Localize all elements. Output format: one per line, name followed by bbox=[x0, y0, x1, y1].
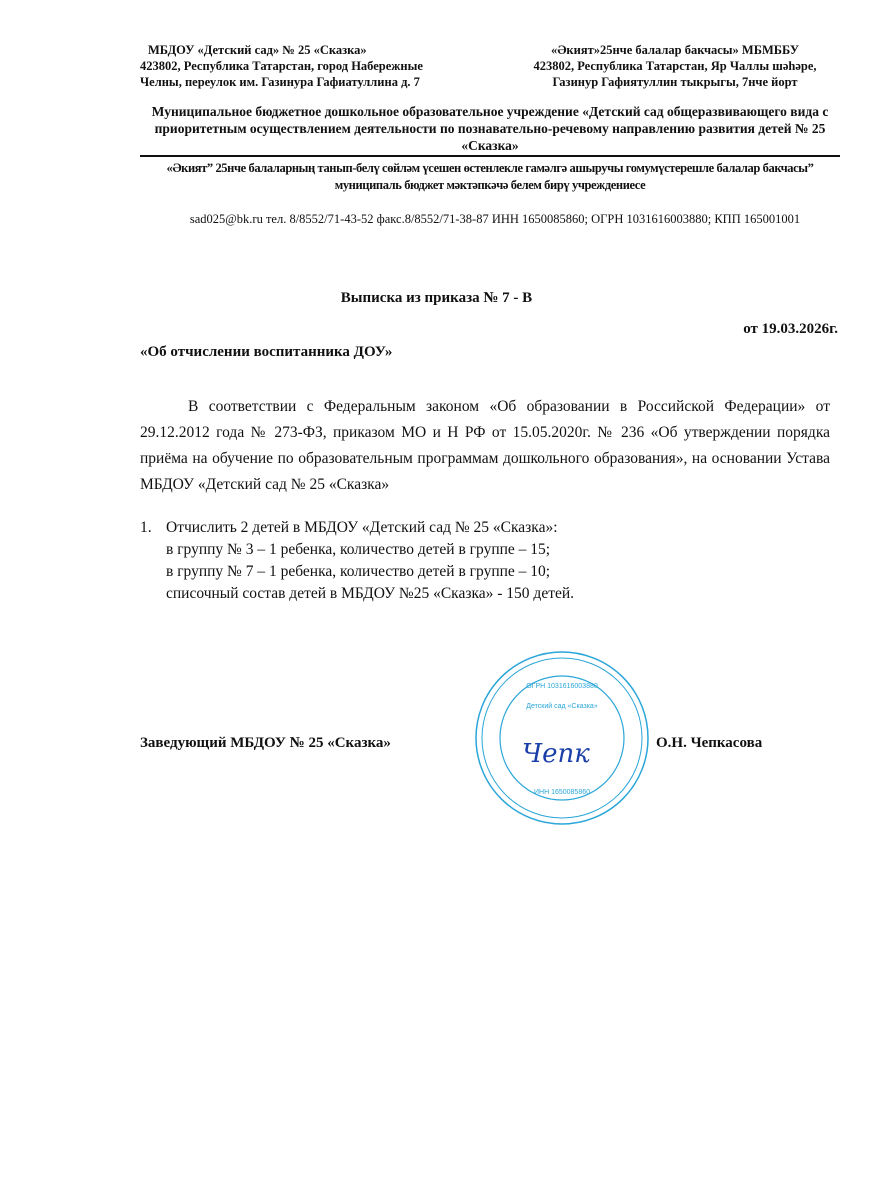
signatory-name: О.Н. Чепкасова bbox=[656, 735, 763, 751]
preamble: В соответствии с Федеральным законом «Об образовании в Российской Федерации» от 29.12.2012 года № 273-ФЗ, приказом МО и Н РФ от 15.05.2020г. № 236 «Об утверждении порядка приёма на обучение по образовательным программам дошкольного образования», на основании Устава МБДОУ «Детский сад № 25 «Сказка» bbox=[140, 398, 830, 493]
contacts: sad025@bk.ru тел. 8/8552/71-43-52 факс.8/8552/71-38-87 ИНН 1650085860; ОГРН 1031616003880; КПП 165001001 bbox=[189, 212, 801, 226]
stamp-center-text: Детский сад «Сказка» bbox=[526, 703, 598, 710]
item-line: в группу № 3 – 1 ребенка, количество детей в группе – 15; bbox=[166, 541, 551, 558]
item-line: списочный состав детей в МБДОУ №25 «Сказка» - 150 детей. bbox=[166, 585, 575, 602]
org-tatar-name: «Әкият” 25нче балаларның танып-белү сөйләм үсешен өстенлекле гамәлгә ашыручы гомумүстерешле балалар бакчасы” муниципаль бюджет мәктәпкәчә белем бирү учреждениесе bbox=[166, 161, 814, 192]
official-stamp bbox=[472, 648, 652, 828]
header-right-line: 423802, Республика Татарстан, Яр Чаллы шәһәре, bbox=[533, 59, 817, 73]
signatory-position: Заведующий МБДОУ № 25 «Сказка» bbox=[140, 735, 391, 751]
doc-title: Выписка из приказа № 7 - В bbox=[340, 290, 533, 306]
order-item bbox=[140, 517, 830, 605]
stamp-inn: ИНН 1650085860 bbox=[533, 789, 591, 796]
header-right bbox=[505, 42, 845, 90]
header-left-line: МБДОУ «Детский сад» № 25 «Сказка» bbox=[148, 43, 367, 57]
handwritten-signature: Чепк bbox=[522, 739, 590, 769]
header-right-line: «Әкият»25нче балалар бакчасы» МБМББУ bbox=[550, 43, 800, 57]
header-left bbox=[140, 42, 470, 90]
doc-subject: «Об отчислении воспитанника ДОУ» bbox=[140, 344, 393, 360]
header-left-line: Челны, переулок им. Газинура Гафиатуллина д. 7 bbox=[140, 75, 420, 89]
item-number: 1. bbox=[140, 519, 152, 536]
item-line: Отчислить 2 детей в МБДОУ «Детский сад № 25 «Сказка»: bbox=[166, 519, 558, 536]
stamp-ogrn: ОГРН 1031616003880 bbox=[526, 683, 598, 690]
item-line: в группу № 7 – 1 ребенка, количество детей в группе – 10; bbox=[166, 563, 551, 580]
header-left-line: 423802, Республика Татарстан, город Набережные bbox=[140, 59, 423, 73]
org-full-name: Муниципальное бюджетное дошкольное образовательное учреждение «Детский сад общеразвивающего вида с приоритетным осуществлением деятельности по познавательно-речевому направлению развития детей № 25 «Сказка» bbox=[151, 104, 829, 153]
doc-date: от 19.03.2026г. bbox=[743, 321, 838, 337]
header-divider bbox=[140, 155, 840, 157]
header-right-line: Газинур Гафиятуллин тыкрыгы, 7нче йорт bbox=[552, 75, 798, 89]
